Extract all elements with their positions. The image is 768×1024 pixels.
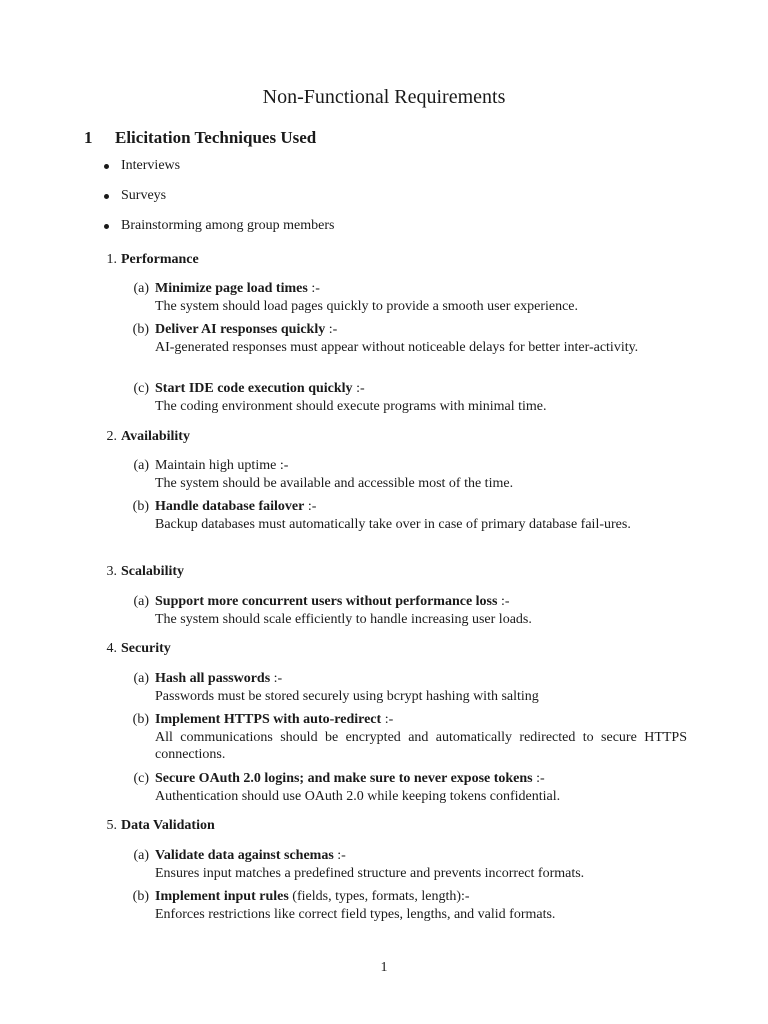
sub-label: (c) <box>133 771 149 786</box>
sub-description: The system should be available and accessible most of the time. <box>155 476 514 491</box>
sub-heading-bold: Deliver AI responses quickly <box>155 322 326 337</box>
item-title: Data Validation <box>121 818 215 833</box>
list-item <box>0 217 768 247</box>
sub-label: (a) <box>133 458 149 473</box>
sub-description: AI-generated responses must appear without noticeable delays for better inter-activity. <box>155 340 639 355</box>
sub-heading <box>155 321 690 338</box>
item-number: 3. <box>106 564 117 579</box>
sub-description: Enforces restrictions like correct field types, lengths, and valid formats. <box>155 907 556 922</box>
sub-description: All communications should be encrypted and automatically redirected to secure HTTPS connections. <box>155 730 687 762</box>
sub-description: Passwords must be stored securely using bcrypt hashing with salting <box>155 689 539 704</box>
bullet-icon <box>104 224 109 229</box>
item-title: Availability <box>121 429 190 444</box>
sub-heading-rest: :- <box>307 281 320 296</box>
sub-heading-bold: Minimize page load times <box>155 281 308 296</box>
document-title: Non-Functional Requirements <box>262 86 506 108</box>
sub-label: (a) <box>133 594 149 609</box>
sub-heading <box>155 847 690 864</box>
item-number: 5. <box>106 818 117 833</box>
sub-label: (b) <box>132 712 149 727</box>
sub-heading-bold: Implement input rules <box>155 889 289 904</box>
item-number: 4. <box>106 641 117 656</box>
sub-heading <box>155 380 690 397</box>
item-title: Performance <box>121 252 199 267</box>
page-number: 1 <box>380 960 388 975</box>
sub-label: (b) <box>132 499 149 514</box>
sub-heading-bold: Support more concurrent users without performance loss <box>155 594 498 609</box>
sub-label: (a) <box>133 848 149 863</box>
sub-heading-rest: Maintain high uptime :- <box>155 458 289 473</box>
sub-heading-rest: :- <box>325 322 338 337</box>
bullet-icon <box>104 164 109 169</box>
sub-description: Ensures input matches a predefined structure and prevents incorrect formats. <box>155 866 585 881</box>
sub-description: The coding environment should execute programs with minimal time. <box>155 399 547 414</box>
sub-heading-rest: :- <box>352 381 365 396</box>
sub-heading-rest: :- <box>304 499 317 514</box>
sub-heading <box>155 770 690 787</box>
sub-heading <box>155 670 690 687</box>
sub-heading-rest: :- <box>497 594 510 609</box>
sub-heading-bold: Start IDE code execution quickly <box>155 381 353 396</box>
list-item <box>0 187 768 217</box>
technique-list <box>0 157 768 247</box>
sub-label: (a) <box>133 671 149 686</box>
sub-heading-rest: :- <box>270 671 283 686</box>
sub-description: Authentication should use OAuth 2.0 while keeping tokens confidential. <box>155 789 561 804</box>
sub-heading <box>155 280 690 297</box>
sub-heading-bold: Secure OAuth 2.0 logins; and make sure to never expose tokens <box>155 771 533 786</box>
sub-heading <box>155 593 690 610</box>
bullet-icon <box>104 194 109 199</box>
sub-heading-bold: Hash all passwords <box>155 671 271 686</box>
sub-label: (c) <box>133 381 149 396</box>
sub-description: The system should scale efficiently to handle increasing user loads. <box>155 612 532 627</box>
sub-heading-bold: Handle database failover <box>155 499 305 514</box>
item-number: 1. <box>106 252 117 267</box>
sub-heading-rest: :- <box>381 712 394 727</box>
section-number: 1 <box>84 128 93 147</box>
sub-heading <box>155 498 690 515</box>
list-item-text: Surveys <box>121 188 167 203</box>
sub-heading <box>155 711 690 728</box>
sub-description: Backup databases must automatically take over in case of primary database fail-ures. <box>155 517 631 532</box>
list-item-text: Interviews <box>121 158 181 173</box>
item-title: Security <box>121 641 171 656</box>
sub-label: (a) <box>133 281 149 296</box>
item-number: 2. <box>106 429 117 444</box>
sub-heading-rest: :- <box>532 771 545 786</box>
list-item <box>0 157 768 187</box>
sub-heading-rest: :- <box>333 848 346 863</box>
sub-label: (b) <box>132 889 149 904</box>
section-heading <box>84 128 316 148</box>
sub-description: The system should load pages quickly to provide a smooth user experience. <box>155 299 579 314</box>
sub-heading-bold: Implement HTTPS with auto-redirect <box>155 712 382 727</box>
sub-heading <box>155 888 690 905</box>
sub-heading-rest: (fields, types, formats, length):- <box>288 889 470 904</box>
sub-heading <box>155 457 690 474</box>
item-title: Scalability <box>121 564 185 579</box>
sub-label: (b) <box>132 322 149 337</box>
section-title: Elicitation Techniques Used <box>115 128 317 147</box>
list-item-text: Brainstorming among group members <box>121 218 335 233</box>
sub-heading-bold: Validate data against schemas <box>155 848 334 863</box>
